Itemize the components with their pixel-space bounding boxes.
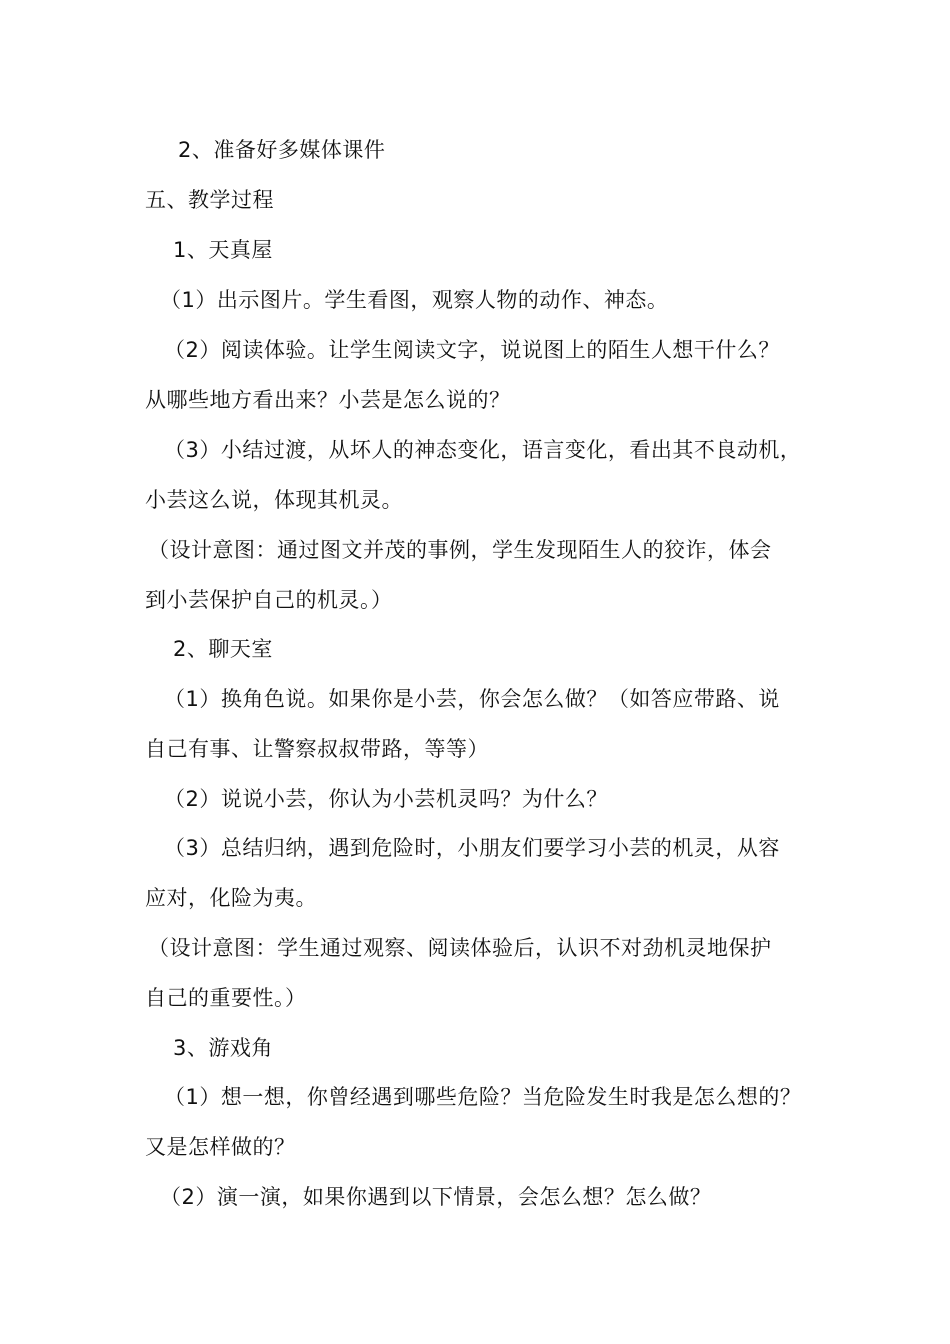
paragraph-line: 又是怎样做的？ xyxy=(145,1135,296,1159)
section-heading-teaching-process: 五、教学过程 xyxy=(145,188,274,212)
paragraph-line: （2）阅读体验。让学生阅读文字，说说图上的陌生人想干什么？ xyxy=(164,338,780,362)
paragraph-line: 从哪些地方看出来？小芸是怎么说的？ xyxy=(145,388,511,412)
paragraph-line: （2）演一演，如果你遇到以下情景，会怎么想？怎么做？ xyxy=(160,1185,712,1209)
subsection-game-corner: 3、游戏角 xyxy=(173,1036,273,1060)
paragraph-line: （3）总结归纳，遇到危险时，小朋友们要学习小芸的机灵，从容 xyxy=(164,836,780,860)
paragraph-line: 自己有事、让警察叔叔带路，等等） xyxy=(145,737,489,761)
paragraph-line: （3）小结过渡，从坏人的神态变化，语言变化，看出其不良动机， xyxy=(164,438,802,462)
paragraph-line: （2）说说小芸，你认为小芸机灵吗？为什么？ xyxy=(164,787,608,811)
paragraph-line: 小芸这么说，体现其机灵。 xyxy=(145,488,403,512)
design-intent-line: 自己的重要性。） xyxy=(145,986,307,1010)
design-intent-line: 到小芸保护自己的机灵。） xyxy=(145,588,393,612)
design-intent-line: （设计意图：学生通过观察、阅读体验后，认识不对劲机灵地保护 xyxy=(148,936,772,960)
paragraph-line: （1）想一想，你曾经遇到哪些危险？当危险发生时我是怎么想的？ xyxy=(164,1085,802,1109)
design-intent-line: （设计意图：通过图文并茂的事例，学生发现陌生人的狡诈，体会 xyxy=(148,538,772,562)
paragraph-line: （1）出示图片。学生看图，观察人物的动作、神态。 xyxy=(160,288,669,312)
subsection-chat-room: 2、聊天室 xyxy=(173,637,273,661)
subsection-tianzhenwu: 1、天真屋 xyxy=(173,238,273,262)
paragraph-line: （1）换角色说。如果你是小芸，你会怎么做？（如答应带路、说 xyxy=(164,687,780,711)
paragraph-line: 应对，化险为夷。 xyxy=(145,886,317,910)
prep-item-2: 2、准备好多媒体课件 xyxy=(178,138,386,162)
